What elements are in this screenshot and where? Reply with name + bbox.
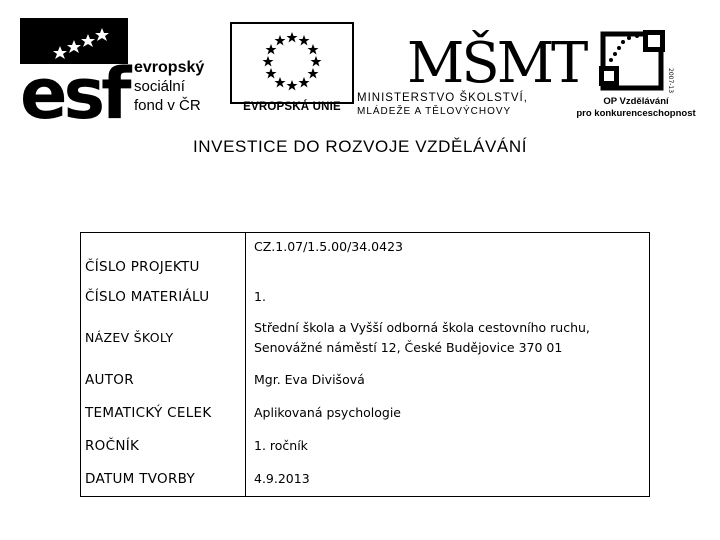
op-caption	[566, 96, 706, 120]
value-school-name	[246, 313, 650, 363]
value-thematic-unit: Aplikovaná psychologie	[246, 397, 650, 429]
esf-line-3: fond v ČR	[134, 97, 201, 114]
project-info-table	[80, 232, 650, 497]
svg-text:esf: esf	[20, 53, 128, 135]
school-name-line-2: Senovážné náměstí 12, České Budějovice 370 01	[254, 339, 563, 355]
msmt-caption-line-1: MINISTERSTVO ŠKOLSTVÍ,	[357, 92, 528, 104]
eu-flag-logo	[230, 22, 354, 104]
svg-text:2007-13: 2007-13	[667, 68, 674, 94]
label-creation-date: DATUM TVORBY	[81, 463, 246, 497]
label-thematic-unit: TEMATICKÝ CELEK	[81, 397, 246, 429]
table-row	[81, 363, 650, 397]
value-material-number: 1.	[246, 281, 650, 313]
table-row	[81, 313, 650, 363]
op-caption-line-2: pro konkurenceschopnost	[576, 108, 696, 119]
headline: INVESTICE DO ROZVOJE VZDĚLÁVÁNÍ	[192, 137, 528, 156]
label-project-number: ČÍSLO PROJEKTU	[81, 233, 246, 281]
table-row	[81, 233, 650, 281]
table-row	[81, 463, 650, 497]
value-creation-date: 4.9.2013	[246, 463, 650, 497]
table-row	[81, 281, 650, 313]
label-year: ROČNÍK	[81, 429, 246, 463]
value-year: 1. ročník	[246, 429, 650, 463]
op-caption-line-1: OP Vzdělávání	[603, 96, 669, 107]
msmt-caption-line-2: MLÁDEŽE A TĚLOVÝCHOVY	[357, 106, 512, 117]
eu-stars-icon	[263, 32, 322, 91]
table-row	[81, 429, 650, 463]
value-author: Mgr. Eva Divišová	[246, 363, 650, 397]
esf-line-2: sociální	[134, 78, 185, 95]
esf-logo-text	[134, 58, 204, 115]
esf-line-1: evropský	[134, 59, 205, 76]
msmt-logo	[405, 20, 586, 96]
label-school-name: NÁZEV ŠKOLY	[81, 313, 246, 363]
school-name-line-1: Střední škola a Vyšší odborná škola cestovního ruchu,	[254, 319, 590, 335]
op-education-logo	[597, 28, 677, 94]
label-author: AUTOR	[81, 363, 246, 397]
table-row	[81, 397, 650, 429]
label-material-number: ČÍSLO MATERIÁLU	[81, 281, 246, 313]
value-project-number: CZ.1.07/1.5.00/34.0423	[246, 233, 650, 281]
svg-text:MŠMT: MŠMT	[407, 31, 586, 96]
eu-caption: EVROPSKÁ UNIE	[243, 101, 341, 113]
msmt-caption	[357, 92, 567, 118]
